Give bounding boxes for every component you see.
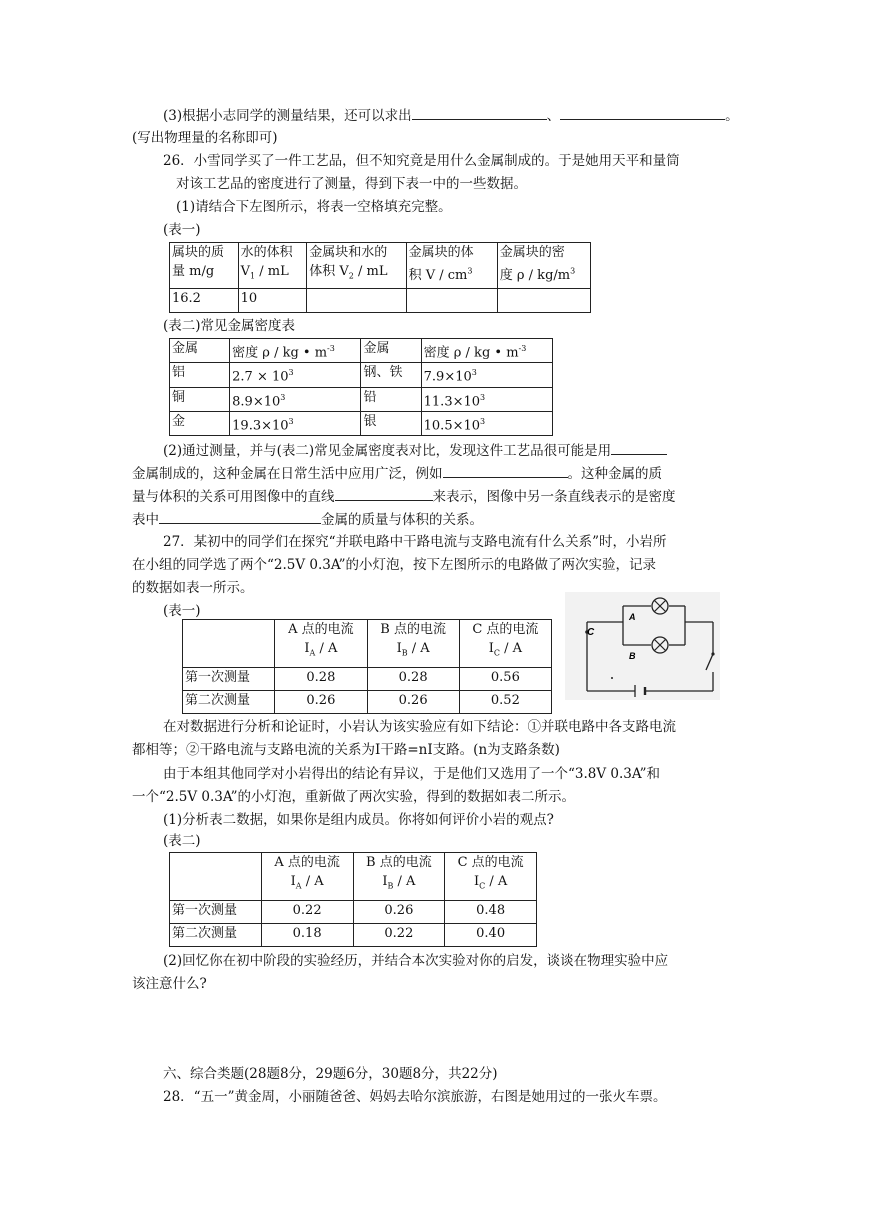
answer-cell[interactable] bbox=[307, 289, 406, 313]
answer-blank[interactable] bbox=[560, 105, 725, 120]
answer-blank[interactable] bbox=[611, 440, 667, 455]
label-a: A bbox=[629, 612, 636, 622]
q27-part2-1: (2)回忆你在初中阶段的实验经历，并结合本次实验对你的启发，谈谈在物理实验中应 bbox=[163, 953, 669, 969]
table-header-cell: 密度 ρ / kg • $m^{-3}$ bbox=[230, 339, 361, 363]
table-header-cell: C 点的电流 $I_C$ / A bbox=[445, 853, 537, 901]
answer-cell[interactable] bbox=[497, 289, 590, 313]
table-header-cell: B 点的电流 $I_B$ / A bbox=[367, 620, 459, 668]
q27-analysis-2: 都相等；②干路电流与支路电流的关系为I干路=nI支路。(n为支路条数) bbox=[132, 742, 560, 758]
table-row bbox=[170, 289, 591, 313]
table-cell: 16.2 bbox=[170, 289, 239, 313]
q28-intro: 28．“五一”黄金周，小丽随爸爸、妈妈去哈尔滨旅游，右图是她用过的一张火车票。 bbox=[163, 1089, 667, 1105]
table-row: 第一次测量 0.28 0.28 0.56 bbox=[183, 668, 552, 691]
q27-part2-2: 该注意什么? bbox=[132, 976, 207, 992]
table-header-cell: 金属块的密 度 ρ / $kg/m^3$ bbox=[497, 243, 590, 289]
answer-blank[interactable] bbox=[412, 105, 547, 120]
table-header-cell: 密度 ρ / kg • $m^{-3}$ bbox=[421, 339, 552, 363]
dot bbox=[611, 677, 613, 679]
q26-part2-c: 量与体积的关系可用图像中的直线 来表示，图像中另一条直线表示的是密度 bbox=[132, 486, 676, 507]
q26-table1-caption: (表一) bbox=[163, 222, 201, 238]
table-row: 第一次测量 0.22 0.26 0.48 bbox=[170, 901, 537, 924]
answer-blank[interactable] bbox=[159, 509, 321, 524]
table-header-cell bbox=[170, 853, 262, 901]
table-row: 第二次测量 0.18 0.22 0.40 bbox=[170, 924, 537, 947]
q26-part2-b: 金属制成的，这种金属在日常生活中应用广泛，例如 。这种金属的质 bbox=[132, 463, 662, 484]
table-header-cell: 金属 bbox=[170, 339, 230, 363]
table-cell: 10 bbox=[238, 289, 307, 313]
q27-intro-3: 的数据如表一所示。 bbox=[132, 580, 254, 596]
answer-cell[interactable] bbox=[406, 289, 497, 313]
table-header-cell: C 点的电流 $I_C$ / A bbox=[459, 620, 551, 668]
table-header-cell: 属块的质 量 m/g bbox=[170, 243, 239, 289]
table-header-cell: 金属 bbox=[361, 339, 421, 363]
q27-table1 bbox=[182, 619, 552, 714]
q26-intro-1: 26．小雪同学买了一件工艺品，但不知究竟是用什么金属制成的。于是她用天平和量筒 bbox=[163, 153, 680, 169]
parallel-circuit-diagram bbox=[565, 592, 720, 700]
figure-background bbox=[565, 592, 720, 700]
table-header-cell: A 点的电流 $I_A$ / A bbox=[261, 853, 353, 901]
q26-part2-d: 表中 金属的质量与体积的关系。 bbox=[132, 509, 483, 530]
q25-line3: (3)根据小志同学的测量结果，还可以求出 、 。 bbox=[163, 105, 739, 126]
table-header-cell: B 点的电流 $I_B$ / A bbox=[353, 853, 445, 901]
switch-icon bbox=[711, 652, 714, 655]
label-b: B bbox=[629, 651, 636, 661]
table-row: 第二次测量 0.26 0.26 0.52 bbox=[183, 691, 552, 714]
table-header-cell: 金属块的体 积 V / $cm^3$ bbox=[406, 243, 497, 289]
q26-part2-a: (2)通过测量，并与(表二)常见金属密度表对比，发现这件工艺品很可能是用 bbox=[163, 440, 667, 461]
table-row: 铝 $2.7 \times 10^3$ 钢、铁 $7.9\times 10^3$ bbox=[170, 363, 553, 387]
q26-part1: (1)请结合下左图所示，将表一空格填充完整。 bbox=[176, 199, 452, 215]
q27-analysis-1: 在对数据进行分析和论证时，小岩认为该实验应有如下结论：①并联电路中各支路电流 bbox=[163, 719, 676, 735]
table-header-cell: A 点的电流 $I_A$ / A bbox=[275, 620, 367, 668]
q27-table2 bbox=[169, 852, 537, 947]
q27-part1: (1)分析表二数据，如果你是组内成员。你将如何评价小岩的观点? bbox=[163, 812, 554, 828]
answer-blank[interactable] bbox=[335, 486, 433, 501]
label-c: C bbox=[587, 627, 595, 638]
section6-heading: 六、综合类题(28题8分，29题6分，30题8分，共22分) bbox=[163, 1066, 498, 1082]
answer-blank[interactable] bbox=[443, 463, 568, 478]
table-header-cell bbox=[183, 620, 275, 668]
q27-table1-caption: (表一) bbox=[163, 603, 201, 619]
q26-intro-2: 对该工艺品的密度进行了测量，得到下表一中的一些数据。 bbox=[176, 176, 527, 192]
q27-others-1: 由于本组其他同学对小岩得出的结论有异议，于是他们又选用了一个“3.8V 0.3A”和 bbox=[163, 766, 661, 782]
q27-table2-caption: (表二) bbox=[163, 833, 201, 849]
table-header-cell: 水的体积 $V_1$ / mL bbox=[238, 243, 307, 289]
q26-table1 bbox=[169, 242, 591, 313]
q26-table2-caption: (表二)常见金属密度表 bbox=[163, 318, 296, 334]
q25-note: (写出物理量的名称即可) bbox=[132, 130, 278, 146]
q26-table2 bbox=[169, 338, 553, 436]
lamp-icon bbox=[652, 598, 668, 614]
lamp-icon bbox=[652, 637, 668, 653]
table-row: 铜 $8.9\times 10^3$ 铅 $11.3\times 10^3$ bbox=[170, 387, 553, 411]
table-row: 金 $19.3\times 10^3$ 银 $10.5\times 10^3$ bbox=[170, 411, 553, 435]
q27-others-2: 一个“2.5V 0.3A”的小灯泡，重新做了两次实验，得到的数据如表二所示。 bbox=[132, 789, 576, 805]
q27-intro-1: 27．某初中的同学们在探究“并联电路中干路电流与支路电流有什么关系”时，小岩所 bbox=[163, 534, 667, 550]
q27-intro-2: 在小组的同学选了两个“2.5V 0.3A”的小灯泡，按下左图所示的电路做了两次实验，记录 bbox=[132, 557, 657, 573]
table-header-cell: 金属块和水的 体积 $V_2$ / mL bbox=[307, 243, 406, 289]
